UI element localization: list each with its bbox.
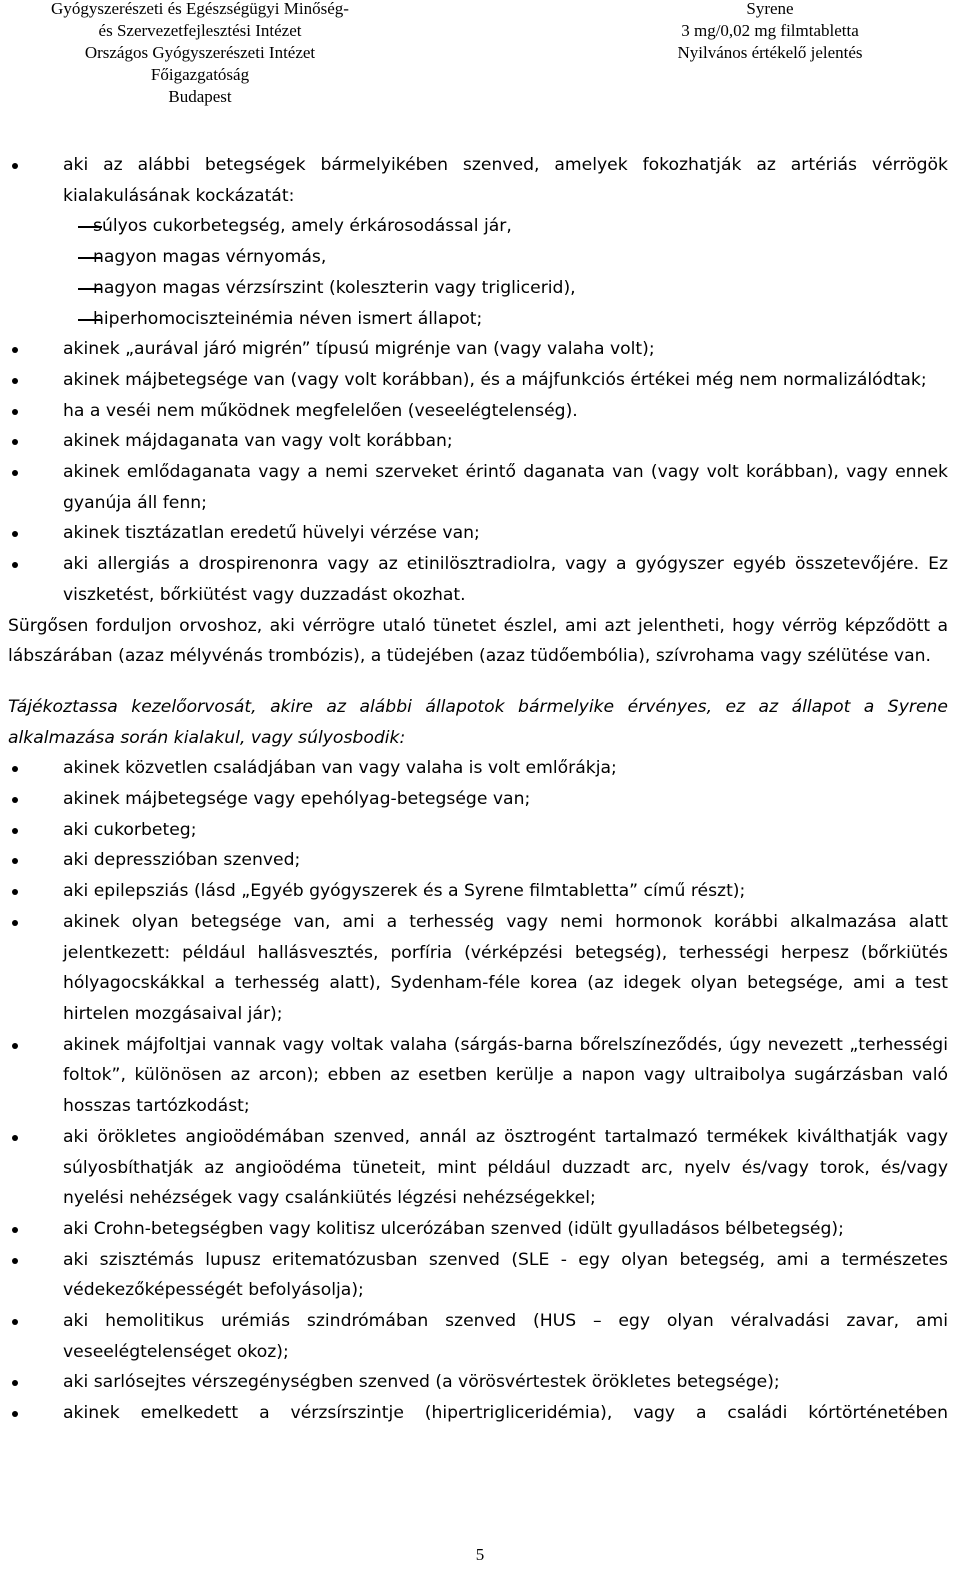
sub-list-item: [8, 211, 948, 242]
header-line: Syrene: [746, 0, 794, 18]
sub-item-text: súlyos cukorbetegség, amely érkárosodással jár,: [93, 216, 512, 237]
header-line: 3 mg/0,02 mg filmtabletta: [681, 21, 859, 40]
list-item: aki allergiás a drospirenonra vagy az etinilösztradiolra, vagy a gyógyszer egyéb összetevőjére. Ez viszketést, bőrkiütést vagy duzzadást okozhat.: [8, 549, 948, 610]
page-number: 5: [475, 1545, 485, 1564]
list-item: akinek „aurával járó migrén” típusú migrénje van (vagy valaha volt);: [8, 334, 948, 365]
list-item: akinek májdaganata van vagy volt korábban;: [8, 426, 948, 457]
warning-paragraph: Sürgősen forduljon orvoshoz, aki vérrögre utaló tünetet észlel, ami azt jelentheti, hogy vérrög képződött a lábszárában (azaz mélyvénás trombózis), a tüdejében (azaz tüdőembólia), szívrohama vagy szélütése van.: [8, 615, 948, 667]
list-item: aki örökletes angioödémában szenved, annál az ösztrogént tartalmazó termékek kiválthatják vagy súlyosbíthatják az angioödéma tüneteit, mint például duzzadt arc, nyelv és/vagy torok, és/vagy nyelési nehézségek vagy csalánkiütés légzési nehézségekkel;: [8, 1122, 948, 1214]
list-item: aki epilepsziás (lásd „Egyéb gyógyszerek és a Syrene filmtabletta” című részt);: [8, 876, 948, 907]
list-item: akinek májbetegsége van (vagy volt korábban), és a májfunkciós értékei még nem normalizálódtak;: [8, 365, 948, 396]
sub-list-item: [8, 273, 948, 304]
header-product: [620, 0, 920, 64]
list-item: akinek olyan betegsége van, ami a terhesség vagy nemi hormonok korábbi alkalmazása alatt jelentkezett: például hallásvesztés, porfíria (vérképzési betegség), terhességi herpesz (bőrkiütés hólyagocskákkal a terhesség alatt), Sydenham-féle korea (az idegek olyan betegsége, ami a test hirtelen mozgásaival jár);: [8, 907, 948, 1030]
list-item: akinek emelkedett a vérzsírszintje (hipertrigliceridémia), vagy a családi kórtörténetében: [8, 1398, 948, 1429]
list-item: aki szisztémás lupusz eritematózusban szenved (SLE - egy olyan betegség, ami a természetes védekezőképességét befolyásolja);: [8, 1245, 948, 1306]
list-item: aki az alábbi betegségek bármelyikében szenved, amelyek fokozhatják az artériás vérrögök kialakulásának kockázatát:: [8, 150, 948, 211]
list-item: aki depresszióban szenved;: [8, 845, 948, 876]
italic-heading: Tájékoztassa kezelőorvosát, akire az alábbi állapotok bármelyike érvényes, ez az állapot a Syrene alkalmazása során kialakul, vagy súlyosbodik:: [8, 696, 948, 748]
header-line: Főigazgatóság: [150, 65, 250, 84]
sub-list-item: [8, 304, 948, 335]
header-institution: [0, 0, 400, 108]
list-item: aki hemolitikus urémiás szindrómában szenved (HUS – egy olyan véralvadási zavar, ami veseelégtelenséget okoz);: [8, 1306, 948, 1367]
sub-item-text: nagyon magas vérzsírszint (koleszterin vagy triglicerid),: [93, 277, 576, 298]
list-item: akinek májbetegsége vagy epehólyag-betegsége van;: [8, 784, 948, 815]
header-line: Országos Gyógyszerészeti Intézet: [84, 43, 316, 62]
list-item: aki sarlósejtes vérszegénységben szenved (a vörösvértestek örökletes betegsége);: [8, 1367, 948, 1398]
list-item: aki Crohn-betegségben vagy kolitisz ulcerózában szenved (idült gyulladásos bélbetegség);: [8, 1214, 948, 1245]
header-line: Budapest: [168, 87, 232, 106]
list-item: aki cukorbeteg;: [8, 815, 948, 846]
dash-marker: [78, 288, 102, 290]
page-header: [0, 0, 960, 120]
list-item: ha a veséi nem működnek megfelelően (veseelégtelenség).: [8, 396, 948, 427]
sub-item-text: hiperhomociszteinémia néven ismert állapot;: [93, 308, 483, 329]
dash-marker: [78, 319, 102, 321]
document-body: [8, 150, 948, 1429]
sub-list-item: [8, 242, 948, 273]
spacer: [8, 672, 948, 692]
list-item: akinek májfoltjai vannak vagy voltak valaha (sárgás-barna bőrelszíneződés, úgy nevezett „terhességi foltok”, különösen az arcon); ebben az esetben kerülje a napon vagy ultraibolya sugárzásban való hosszas tartózkodást;: [8, 1030, 948, 1122]
list-item: akinek tisztázatlan eredetű hüvelyi vérzése van;: [8, 518, 948, 549]
dash-marker: [78, 257, 102, 259]
list-item: akinek közvetlen családjában van vagy valaha is volt emlőrákja;: [8, 753, 948, 784]
header-line: és Szervezetfejlesztési Intézet: [98, 21, 302, 40]
sub-item-text: nagyon magas vérnyomás,: [93, 247, 327, 268]
header-line: Nyilvános értékelő jelentés: [677, 43, 863, 62]
header-line: Gyógyszerészeti és Egészségügyi Minőség-: [51, 0, 349, 18]
dash-marker: [78, 226, 102, 228]
list-item: akinek emlődaganata vagy a nemi szerveket érintő daganata van (vagy volt korábban), vagy ennek gyanúja áll fenn;: [8, 457, 948, 518]
